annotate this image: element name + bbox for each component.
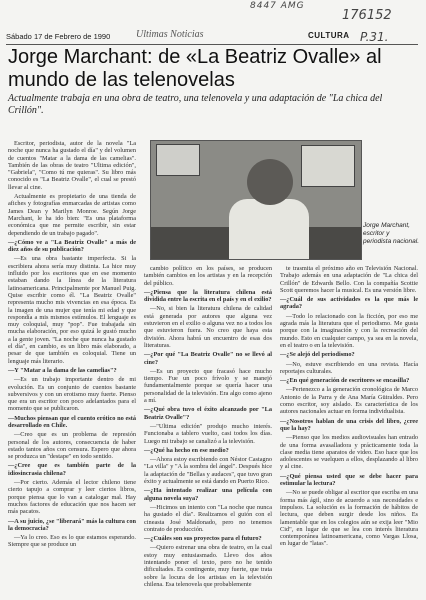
- interview-question: —¿Qué piensa usted que se debe hacer para estimular la lectura?: [280, 472, 418, 488]
- article-paragraph: —No, si bien la literatura chilena de calidad está generada por autores que alguna vez estuvieron en el exilio o alguna vez no a todos los que estuvieron fuera. No creo que haya esta división. Ahora habrá un encuentro de esas dos literaturas.: [144, 305, 272, 349]
- article-paragraph: —No se puede obligar al escritor que escriba en una forma más ágil, sino de acuerdo a sus necesidades e impulsos. La solución es la formación de hábitos de lectura, que deben surgir desde los niños. Es lamentable que en los colegios aún se exija leer "Mio Cid", en lugar de que se lea con interés literatura contemporánea latinoamericana, como Vargas Llosa, en lugar de "latas".: [280, 489, 418, 548]
- article-column-2: [144, 265, 272, 590]
- article-paragraph: —"Ultima edición" produjo mucho interés. Funcionaba a tablero vuelto, casi todos los días. Luego mi trabajo se canalizó a la televisión.: [144, 422, 272, 445]
- article-paragraph: —Todo lo relacionado con la ficción, por eso me agrada más la literatura que el periodismo. Me gusta porque con la imaginación y con la recreación del mundo. Esto en cualquier campo, ya sea en la novela, en el teatro o en la televisión.: [280, 312, 418, 349]
- interview-question: —¿Cómo ve a "La Beatriz Ovalle" a más de diez años de su publicación?: [8, 238, 136, 254]
- person-torso: [229, 199, 309, 260]
- article-title: Jorge Marchant: de «La Beatriz Ovalle» al mundo de las telenovelas: [8, 46, 382, 91]
- article-paragraph: —Ya lo creo. Eso es lo que estamos esperando. Siempre que se produce un: [8, 534, 136, 549]
- photo-caption: Jorge Marchant, escritor y periodista nacional.: [363, 222, 420, 245]
- interview-question: —Y "Matar a la dama de las camelias"?: [8, 366, 117, 374]
- article-column-1: [8, 140, 136, 551]
- interview-question: —¿Nosotros hablan de una crisis del libro, ¿cree que la hay?: [280, 417, 418, 432]
- person-head: [247, 159, 293, 205]
- article-paragraph: —Es un proyecto que fracasó hace mucho tiempo. Fue un poco frívolo y se manejó fundamentalmente porque se quería hacer una personalidad de la televisión. Era algo como ajeno a mí.: [144, 367, 272, 405]
- handwritten-clip-number: 176152: [342, 8, 392, 23]
- interview-question: —¿Ha intentado realizar una película con alguna novela suya?: [144, 487, 272, 502]
- article-paragraph: —Ahora estoy escribiendo con Néstor Castagno "La villa" y "A la sombra del ángel". Después hice la adaptación de "Bellas y audaces", que tuvo gran éxito y actualmente se está dando en Puerto Rico.: [144, 456, 272, 486]
- article-paragraph: —Creo que es un problema de represión personal de los autores, consecuencia de haber estado tantos años con censura. Espero que ahora se produzca un "destape" en todo sentido.: [8, 431, 136, 461]
- article-paragraph: Escritor, periodista, autor de la novela "La noche que nunca ha gustado el día" y del volumen de cuentos "Matar a la dama de las camelias". También de las obras de teatro "Ultima edición", "Gabriela", "Como tú me quieras". Su libro más conocido es "La Beatriz Ovalle", el cual se prestó llevar al cine.: [8, 140, 136, 191]
- interview-question: —¿Cree que es también parte de la idiosincrasia chilena?: [8, 462, 136, 477]
- poster-left: [156, 144, 200, 176]
- interview-question: —¿Cuáles son sus proyectos para el futuro?: [144, 535, 262, 543]
- section-label: CULTURA: [308, 31, 350, 40]
- interview-question: —¿En qué generación de escritores se encasilla?: [280, 377, 410, 385]
- handwritten-code: 8447 AMG: [250, 1, 305, 11]
- article-paragraph: —Quiero estrenar una obra de teatro, en la cual estoy muy entusiasmado. Llevo dos años intentando poner el texto, pero no he tenido dificultades. Es contingente, muy fuerte, que trata sobre la locura de los artistas en la televisión chilena. Esa telenovela que probablemente: [144, 544, 272, 588]
- article-paragraph: —Es una obra bastante imperfecta. Si la escribiera ahora sería muy distinta. La hice muy influido por los escritores que en ese momento estaban dando la línea de la literatura latinoamericana. Principalmente por Manuel Puig. Quise escribir como él. "La Beatriz Ovalle" representa mucho mis vivencias en esa época. Es la imagen de una mujer que tenía mi edad y que respondía a mis mismos estímulos. El lenguaje es muy coloquial, muy "pop". Fue trabajada sin mucha elaboración, por eso quizá le gustó mucho a la gente joven. "La noche que nunca ha gustado el día", en cambio, es un libro más elaborado, a pesar de que también es coloquial. Tiene un lenguaje más literario.: [8, 255, 136, 365]
- article-paragraph: te trasmita el próximo año en Televisión Nacional. Trabajo además en una adaptación de "La chica del Crillón" de Edwards Bello. Con la compañía Scottie Scott queremos hacer la musical. Es una versión libre.: [280, 265, 418, 294]
- article-paragraph: Actualmente es propietario de una tienda de afiches y fotografías enmarcadas de artistas como James Dean y Marilyn Monroe. Según Jorge Marchant, le ha ido bien: "Es una plataforma económica que me permite escribir, sin estar dependiendo de un trabajo pagado".: [8, 193, 136, 237]
- interview-question: —Muchos piensan que el cuento erótico no está desarrollado en Chile.: [8, 414, 136, 429]
- interview-question: —¿Por qué "La Beatriz Ovalle" no se llevó al cine?: [144, 351, 272, 366]
- article-paragraph: —Hicimos un intento con "La noche que nunca ha gustado el día". Realizamos el guión con el cineasta José Maldonado, pero no tenemos contrato de producción.: [144, 503, 272, 533]
- interview-question: —A su juicio, ¿se "liberará" más la cultura con la democracia?: [8, 517, 136, 532]
- interview-question: —¿Se alejó del periodismo?: [280, 351, 355, 359]
- article-subtitle: Actualmente trabaja en una obra de teatro, una telenovela y una adaptación de "La chica del Crillón".: [8, 93, 383, 116]
- header-rule: [6, 44, 418, 45]
- article-paragraph: —Es un trabajo importante dentro de mi evolución. Es un conjunto de cuentos bastante subversivos y con un erotismo muy fuerte. Pienso que era un escritor con poco adelantados para el momento que se publicaron.: [8, 376, 136, 413]
- page-header: [6, 28, 418, 42]
- article-paragraph: cambio político en los países, se producen también cambios en los artistas y en la recepción del público.: [144, 265, 272, 287]
- article-paragraph: —No, estuve escribiendo en una revista. Hacía reportajes culturales.: [280, 360, 418, 375]
- article-column-3: [280, 265, 418, 550]
- interview-question: —¿Cuál de sus actividades es la que más le agrada?: [280, 296, 418, 311]
- issue-date: Sábado 17 de Febrero de 1990: [6, 32, 111, 41]
- author-photo: [150, 140, 362, 260]
- interview-question: —¿Piensa que la literatura chilena está dividida entre la escrita en el país y en el exilio?: [144, 288, 272, 304]
- article-paragraph: —Pertenezco a la generación cronológica de Marco Antonio de la Parra y de Ana María Güiraldes. Pero como escritor, soy aislado. Es característica de los autores nacionales actuar en forma individualista.: [280, 386, 418, 416]
- poster-right: [301, 145, 355, 187]
- article-paragraph: —Por cierto. Además el lector chileno tiene cierto tapujo a comprar y leer ciertos libros, porque piensa que lo van a catalogar mal. Hay muchos factores de educación que nos hacen ser más pacatos.: [8, 479, 136, 516]
- publication-name: Ultimas Noticias: [136, 29, 204, 40]
- interview-question: —¿Qué obra tuvo el éxito alcanzado por "La Beatriz Ovalle"?: [144, 406, 272, 421]
- article-paragraph: —Pienso que los medios audiovisuales han entrado de una forma avasalladora y prácticamente toda la clase media tiene aparatos de video. Eso hace que los adolescentes se vuelquen a ellos, desplazando al libro y al cine.: [280, 434, 418, 471]
- interview-question: —¿Qué ha hecho en ese medio?: [144, 446, 229, 454]
- handwritten-page-mark: P.31.: [360, 30, 389, 44]
